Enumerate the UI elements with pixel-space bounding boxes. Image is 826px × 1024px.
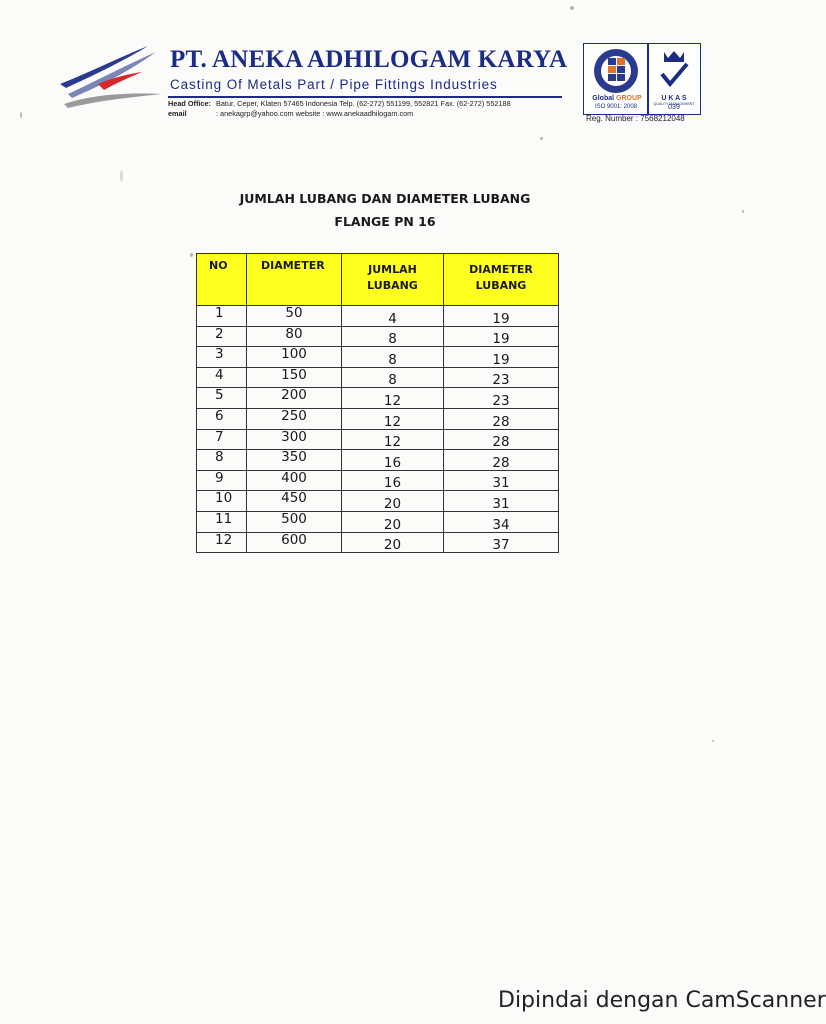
table-row — [197, 532, 559, 553]
email-line — [168, 109, 413, 118]
cell-diameter-lubang: 19 — [444, 347, 559, 368]
head-office-label: Head Office: — [168, 99, 211, 108]
cell-no: 3 — [197, 347, 247, 368]
email-website: : anekagrp@yahoo.com website : www.anekaadhilogam.com — [216, 109, 414, 118]
ukas-crown-check-icon — [654, 48, 694, 94]
reg-number: Reg. Number : 7568212048 — [586, 114, 685, 123]
cell-diameter-lubang: 28 — [444, 450, 559, 471]
flange-table — [196, 253, 559, 553]
ukas-sub: QUALITY MANAGEMENT — [653, 102, 695, 106]
table-row — [197, 367, 559, 388]
cell-diameter-lubang: 37 — [444, 532, 559, 553]
scan-speck — [570, 6, 574, 10]
cell-no: 4 — [197, 367, 247, 388]
global-group-label: Global GROUP — [592, 95, 642, 102]
header-divider — [168, 96, 562, 98]
header-diameter: DIAMETER — [247, 254, 342, 306]
table-row — [197, 511, 559, 532]
global-group-logo-icon — [593, 48, 639, 94]
table-row — [197, 347, 559, 368]
ukas-number: 039 — [668, 104, 680, 111]
cell-diameter: 350 — [247, 450, 342, 471]
cell-jumlah-lubang: 8 — [342, 326, 444, 347]
cell-diameter-lubang: 23 — [444, 388, 559, 409]
scan-speck — [742, 210, 744, 213]
cell-diameter: 100 — [247, 347, 342, 368]
cell-diameter: 50 — [247, 306, 342, 327]
cell-jumlah-lubang: 8 — [342, 367, 444, 388]
table-row — [197, 326, 559, 347]
table-row — [197, 306, 559, 327]
cell-diameter-lubang: 31 — [444, 470, 559, 491]
cell-no: 9 — [197, 470, 247, 491]
cell-jumlah-lubang: 16 — [342, 470, 444, 491]
cell-diameter: 600 — [247, 532, 342, 553]
cell-no: 1 — [197, 306, 247, 327]
cell-jumlah-lubang: 20 — [342, 532, 444, 553]
company-logo-icon — [58, 44, 164, 112]
table-row — [197, 491, 559, 512]
cell-diameter-lubang: 19 — [444, 306, 559, 327]
table-row — [197, 408, 559, 429]
ukas-label: U K A S QUALITY MANAGEMENT — [649, 95, 699, 106]
cell-diameter-lubang: 23 — [444, 367, 559, 388]
certification-badges — [583, 43, 701, 115]
cell-diameter-lubang: 28 — [444, 429, 559, 450]
cell-jumlah-lubang: 16 — [342, 450, 444, 471]
cell-diameter: 150 — [247, 367, 342, 388]
cell-no: 7 — [197, 429, 247, 450]
scan-speck — [20, 112, 22, 118]
cell-jumlah-lubang: 12 — [342, 429, 444, 450]
scan-speck — [712, 740, 714, 742]
cell-diameter: 300 — [247, 429, 342, 450]
table-row — [197, 388, 559, 409]
table-row — [197, 429, 559, 450]
document-subtitle: FLANGE PN 16 — [334, 214, 436, 229]
head-office-address: Batur, Ceper, Klaten 57465 Indonesia Telp. (62-272) 551199, 552821 Fax. (62-272) 552188 — [216, 99, 511, 108]
scan-speck — [190, 253, 193, 257]
cell-no: 6 — [197, 408, 247, 429]
cell-no: 11 — [197, 511, 247, 532]
document-title: JUMLAH LUBANG DAN DIAMETER LUBANG — [239, 191, 531, 206]
cell-jumlah-lubang: 8 — [342, 347, 444, 368]
table-row — [197, 470, 559, 491]
cell-diameter-lubang: 19 — [444, 326, 559, 347]
scanner-watermark: Dipindai dengan CamScanner — [498, 988, 826, 1013]
cell-no: 12 — [197, 532, 247, 553]
scan-speck — [120, 170, 123, 182]
cell-diameter-lubang: 31 — [444, 491, 559, 512]
cell-no: 10 — [197, 491, 247, 512]
scan-speck — [540, 137, 543, 140]
cell-diameter: 500 — [247, 511, 342, 532]
table-row — [197, 450, 559, 471]
header-diameter-lubang: DIAMETER LUBANG — [444, 254, 559, 306]
cell-jumlah-lubang: 12 — [342, 408, 444, 429]
cell-jumlah-lubang: 20 — [342, 511, 444, 532]
cell-diameter: 400 — [247, 470, 342, 491]
cell-jumlah-lubang: 4 — [342, 306, 444, 327]
cell-diameter: 250 — [247, 408, 342, 429]
cell-jumlah-lubang: 20 — [342, 491, 444, 512]
cell-no: 2 — [197, 326, 247, 347]
cell-no: 5 — [197, 388, 247, 409]
head-office-line — [168, 99, 511, 108]
cell-jumlah-lubang: 12 — [342, 388, 444, 409]
cell-diameter: 450 — [247, 491, 342, 512]
cell-no: 8 — [197, 450, 247, 471]
cell-diameter-lubang: 34 — [444, 511, 559, 532]
email-label: email — [168, 109, 187, 118]
header-jumlah-lubang: JUMLAH LUBANG — [342, 254, 444, 306]
cell-diameter: 200 — [247, 388, 342, 409]
header-no: NO — [197, 254, 247, 306]
table-header-row — [197, 254, 559, 306]
company-tagline: Casting Of Metals Part / Pipe Fittings Industries — [170, 77, 498, 92]
iso-label: ISO 9001: 2008 — [594, 104, 638, 110]
cell-diameter: 80 — [247, 326, 342, 347]
cell-diameter-lubang: 28 — [444, 408, 559, 429]
company-name: PT. ANEKA ADHILOGAM KARYA — [170, 46, 568, 73]
